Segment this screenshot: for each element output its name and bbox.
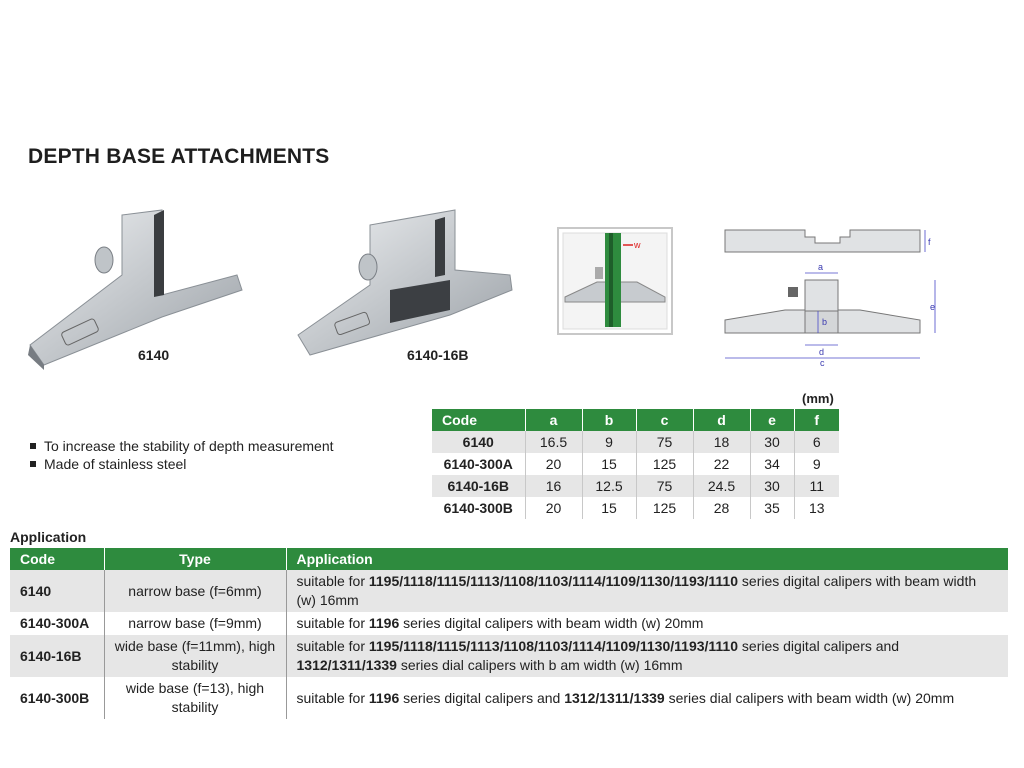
- table-row: [10, 570, 1008, 612]
- dim-label-c: c: [820, 358, 825, 367]
- dimension-cell: 20: [525, 453, 582, 475]
- application-text: series digital calipers with beam width (w) 16mm: [296, 573, 977, 608]
- application-text: series digital calipers with beam width (w) 20mm: [399, 615, 704, 631]
- dimension-cell: 16: [525, 475, 582, 497]
- code-cell: 6140-16B: [432, 475, 525, 497]
- code-cell: 6140-300B: [432, 497, 525, 519]
- feature-item: Made of stainless steel: [30, 455, 334, 473]
- table-row: [432, 475, 839, 497]
- dim-label-a: a: [818, 262, 824, 272]
- application-text: suitable for: [296, 615, 369, 631]
- table-row: [10, 677, 1008, 719]
- application-title: Application: [10, 529, 87, 545]
- product-image-6140: [22, 205, 247, 370]
- type-cell: narrow base (f=9mm): [104, 612, 286, 635]
- code-cell: 6140-300B: [10, 677, 104, 719]
- type-cell: narrow base (f=6mm): [104, 570, 286, 612]
- application-cell: [286, 570, 1008, 612]
- application-text: series digital calipers and: [738, 638, 900, 654]
- type-cell: wide base (f=11mm), high stability: [104, 635, 286, 677]
- series-numbers: 1196: [368, 615, 400, 631]
- code-cell: 6140-16B: [10, 635, 104, 677]
- code-cell: 6140: [10, 570, 104, 612]
- dim-label-f: f: [928, 237, 931, 247]
- application-cell: [286, 635, 1008, 677]
- product-label: 6140-16B: [407, 347, 469, 363]
- series-numbers: 1312/1311/1339: [564, 689, 665, 706]
- application-text: suitable for: [296, 689, 369, 706]
- table-row: [432, 453, 839, 475]
- dimension-drawing: [720, 225, 950, 367]
- dimension-cell: 125: [636, 453, 693, 475]
- application-text: series digital calipers and: [399, 689, 565, 706]
- usage-illustration: [557, 227, 673, 335]
- application-text: series dial calipers with b am width (w) 16mm: [396, 657, 683, 673]
- feature-item: To increase the stability of depth measurement: [30, 437, 334, 455]
- product-image-6140-16b: [290, 205, 515, 365]
- unit-label: (mm): [802, 391, 834, 406]
- dimension-cell: 11: [794, 475, 839, 497]
- dimension-cell: 18: [693, 431, 750, 453]
- product-label: 6140: [138, 347, 170, 363]
- application-table: [10, 548, 1008, 719]
- table-row: [10, 635, 1008, 677]
- application-text: suitable for: [296, 573, 369, 589]
- dim-label-d: d: [819, 347, 825, 357]
- dimension-cell: 15: [582, 453, 636, 475]
- dimension-cell: 6: [794, 431, 839, 453]
- dim-label-e: e: [930, 302, 936, 312]
- dimension-cell: 9: [794, 453, 839, 475]
- dim-label-b: b: [822, 317, 828, 327]
- dimension-cell: 28: [693, 497, 750, 519]
- series-numbers: 1195/1118/1115/1113/1108/1103/1114/1109/1130/1193/1110: [368, 638, 739, 654]
- dimension-cell: 30: [750, 431, 794, 453]
- application-text: series dial calipers with beam width (w) 20mm: [664, 689, 955, 706]
- series-numbers: 1312/1311/1339: [296, 657, 397, 673]
- application-cell: [286, 677, 1008, 719]
- dimension-cell: 35: [750, 497, 794, 519]
- table-header-row: Code Type Application: [10, 548, 1008, 570]
- table-header-row: Code a b c d e f: [432, 409, 839, 431]
- dimension-cell: 12.5: [582, 475, 636, 497]
- w-label: w: [634, 240, 641, 250]
- table-row: [432, 431, 839, 453]
- dimension-cell: 125: [636, 497, 693, 519]
- dimension-cell: 13: [794, 497, 839, 519]
- dimension-cell: 9: [582, 431, 636, 453]
- dimension-cell: 15: [582, 497, 636, 519]
- page-title: DEPTH BASE ATTACHMENTS: [28, 145, 330, 168]
- bullet-icon: [30, 443, 36, 449]
- dimension-cell: 75: [636, 431, 693, 453]
- dimension-cell: 22: [693, 453, 750, 475]
- dimension-table: [432, 409, 839, 519]
- table-row: [10, 612, 1008, 635]
- dimension-cell: 16.5: [525, 431, 582, 453]
- application-cell: [286, 612, 1008, 635]
- dimension-cell: 75: [636, 475, 693, 497]
- dimension-cell: 34: [750, 453, 794, 475]
- bullet-icon: [30, 461, 36, 467]
- dimension-cell: 24.5: [693, 475, 750, 497]
- series-numbers: 1195/1118/1115/1113/1108/1103/1114/1109/1130/1193/1110: [368, 573, 739, 589]
- series-numbers: 1196: [368, 689, 400, 706]
- application-text: suitable for: [296, 638, 369, 654]
- table-row: [432, 497, 839, 519]
- dimension-cell: 20: [525, 497, 582, 519]
- code-cell: 6140-300A: [432, 453, 525, 475]
- code-cell: 6140: [432, 431, 525, 453]
- code-cell: 6140-300A: [10, 612, 104, 635]
- type-cell: wide base (f=13), high stability: [104, 677, 286, 719]
- feature-list: [30, 437, 334, 473]
- dimension-cell: 30: [750, 475, 794, 497]
